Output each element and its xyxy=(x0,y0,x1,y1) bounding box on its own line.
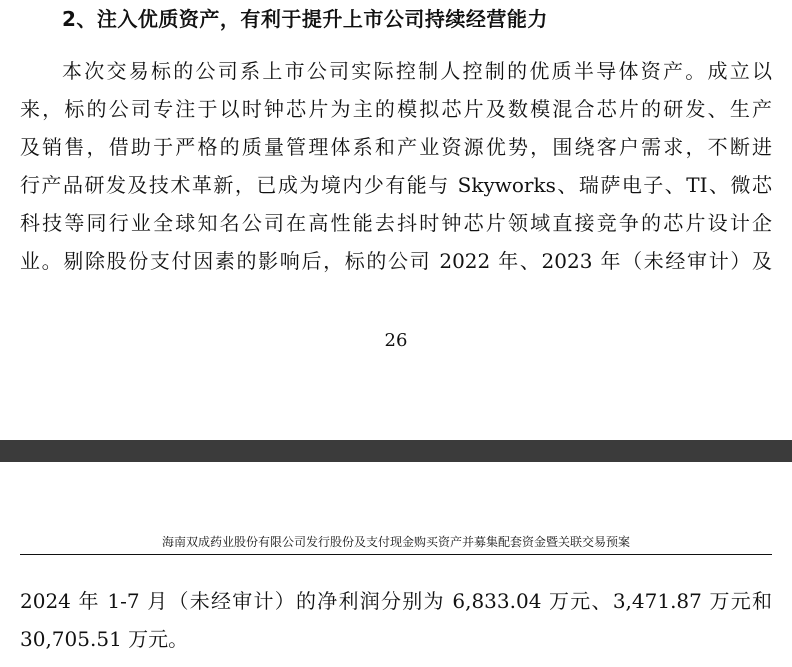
paragraph-line-5: 科技等同行业全球知名公司在高性能去抖时钟芯片领域直接竞争的芯片设计企 xyxy=(20,211,772,235)
document-page-lower xyxy=(0,462,792,667)
paragraph-line-3: 及销售，借助于严格的质量管理体系和产业资源优势，围绕客户需求，不断进 xyxy=(20,135,772,159)
running-header: 海南双成药业股份有限公司发行股份及支付现金购买资产并募集配套资金暨关联交易预案 xyxy=(161,535,630,549)
paragraph-line-1: 本次交易标的公司系上市公司实际控制人控制的优质半导体资产。成立以 xyxy=(62,59,772,83)
section-heading: 2、注入优质资产，有利于提升上市公司持续经营能力 xyxy=(62,7,548,31)
header-rule xyxy=(20,554,772,555)
paragraph-line-6: 业。剔除股份支付因素的影响后，标的公司 2022 年、2023 年（未经审计）及 xyxy=(20,249,772,273)
continuation-line-2: 30,705.51 万元。 xyxy=(20,627,189,651)
paragraph-line-2: 来，标的公司专注于以时钟芯片为主的模拟芯片及数模混合芯片的研发、生产 xyxy=(20,97,772,121)
continuation-line-1: 2024 年 1-7 月（未经审计）的净利润分别为 6,833.04 万元、3,471.87 万元和 xyxy=(20,589,772,613)
page-separator xyxy=(0,440,792,462)
paragraph-line-4: 行产品研发及技术革新，已成为境内少有能与 Skyworks、瑞萨电子、TI、微芯 xyxy=(20,173,772,197)
page-number: 26 xyxy=(384,330,408,351)
